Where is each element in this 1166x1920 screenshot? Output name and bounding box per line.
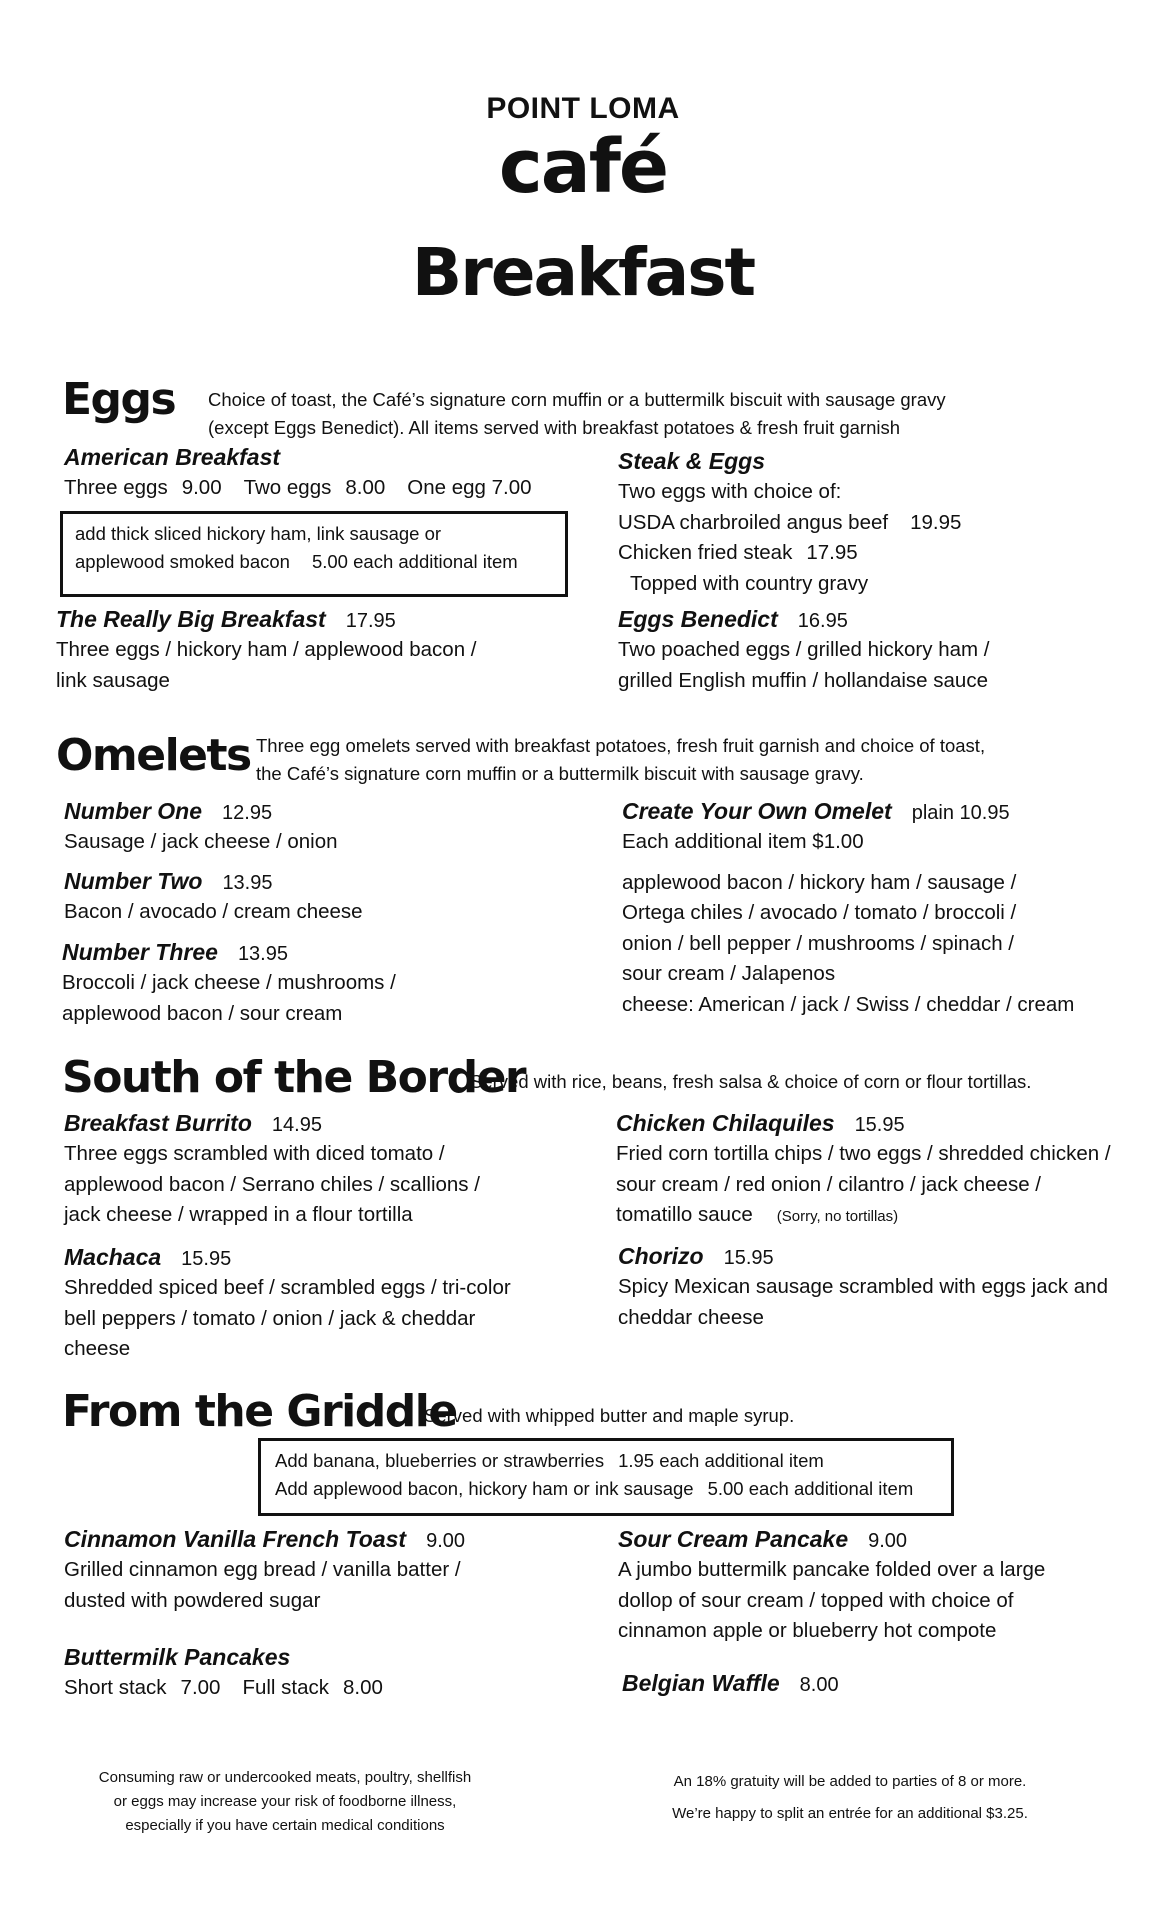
item-price: 15.95 <box>854 1114 905 1136</box>
menu-item-create-your-own-omelet <box>622 798 1074 1020</box>
omelets-description: Three egg omelets served with breakfast potatoes, fresh fruit garnish and choice of toast, the Café’s signature corn muffin or a buttermilk biscuit with sausage gravy. <box>256 735 986 784</box>
item-description: Broccoli / jack cheese / mushrooms / applewood bacon / sour cream <box>62 971 396 1025</box>
item-name: Buttermilk Pancakes <box>64 1644 291 1670</box>
item-description: A jumbo buttermilk pancake folded over a large dollop of sour cream / topped with choice of cinnamon apple or blueberry hot compote <box>618 1558 1046 1642</box>
brand-logo: café <box>498 124 668 210</box>
item-description: Grilled cinnamon egg bread / vanilla batter / dusted with powdered sugar <box>64 1558 461 1612</box>
menu-item-machaca <box>64 1244 511 1365</box>
section-heading-omelets: Omelets <box>56 730 251 781</box>
item-description: Fried corn tortilla chips / two eggs / shredded chicken / sour cream / red onion / cilantro / jack cheese / tomatillo sauce (Sorry, no tortillas) <box>616 1142 1111 1226</box>
item-description: Sausage / jack cheese / onion <box>64 830 338 853</box>
section-heading-from-the-griddle: From the Griddle <box>62 1386 457 1437</box>
item-description: Two poached eggs / grilled hickory ham / grilled English muffin / hollandaise sauce <box>618 638 990 692</box>
section-heading-south-of-the-border: South of the Border <box>62 1052 526 1103</box>
item-price: 13.95 <box>237 943 288 965</box>
addon-box-griddle: Add banana, blueberries or strawberries 1.95 each additional item Add applewood bacon, hickory ham or ink sausage 5.00 each additional item <box>258 1438 954 1516</box>
item-name: Belgian Waffle <box>622 1670 780 1696</box>
item-additional-price: Each additional item $1.00 <box>622 830 864 853</box>
item-name: Create Your Own Omelet <box>622 798 892 824</box>
menu-item-cinnamon-vanilla-french-toast <box>64 1526 465 1616</box>
item-price: 12.95 <box>222 802 273 824</box>
item-name: Machaca <box>64 1244 162 1270</box>
item-price: 15.95 <box>723 1247 774 1269</box>
menu-item-belgian-waffle <box>622 1670 839 1697</box>
item-name: Chorizo <box>618 1243 704 1269</box>
item-description: Spicy Mexican sausage scrambled with eggs jack and cheddar cheese <box>618 1275 1108 1329</box>
menu-item-number-one <box>64 798 338 858</box>
item-price: 16.95 <box>797 610 848 632</box>
item-price: 9.00 <box>868 1530 908 1552</box>
footer-health-warning: Consuming raw or undercooked meats, poultry, shellfish or eggs may increase your risk of foodborne illness, especially if you have certain medical conditions <box>98 1769 472 1834</box>
menu-item-chicken-chilaquiles <box>616 1110 1111 1233</box>
menu-item-breakfast-burrito <box>64 1110 480 1231</box>
item-description: Bacon / avocado / cream cheese <box>64 900 363 923</box>
south-description: Served with rice, beans, fresh salsa & choice of corn or flour tortillas. <box>470 1071 1032 1092</box>
item-description: Three eggs / hickory ham / applewood bacon / link sausage <box>56 638 477 692</box>
addon-box-eggs: add thick sliced hickory ham, link sausage or applewood smoked bacon 5.00 each additional item <box>60 511 568 597</box>
menu-item-sour-cream-pancake <box>618 1526 1045 1647</box>
menu-item-really-big-breakfast <box>56 606 477 696</box>
item-name: Number Three <box>62 939 218 965</box>
menu-item-chorizo <box>618 1243 1108 1333</box>
page-title: Breakfast <box>411 234 755 311</box>
item-price: 14.95 <box>271 1114 322 1136</box>
item-description: Shredded spiced beef / scrambled eggs / tri-color bell peppers / tomato / onion / jack & cheddar cheese <box>64 1276 511 1360</box>
no-tortillas-note: (Sorry, no tortillas) <box>776 1208 899 1225</box>
item-name: Sour Cream Pancake <box>618 1526 849 1552</box>
menu-item-american-breakfast <box>64 444 532 504</box>
item-name: Cinnamon Vanilla French Toast <box>64 1526 407 1552</box>
item-price: plain 10.95 <box>911 802 1010 824</box>
item-price: 9.00 <box>426 1530 466 1552</box>
item-name: The Really Big Breakfast <box>56 606 326 632</box>
item-description: Three eggs 9.00 Two eggs 8.00 One egg 7.00 <box>64 476 532 499</box>
footer-policy: An 18% gratuity will be added to parties of 8 or more. We’re happy to split an entrée for an additional $3.25. <box>672 1773 1028 1822</box>
item-name: Steak & Eggs <box>618 448 765 474</box>
section-heading-eggs: Eggs <box>62 374 176 425</box>
menu-item-steak-eggs <box>618 448 961 599</box>
menu-item-eggs-benedict <box>618 606 989 696</box>
eggs-description: Choice of toast, the Café’s signature corn muffin or a buttermilk biscuit with sausage gravy (except Eggs Benedict). All items served with breakfast potatoes & fresh fruit garnish <box>208 389 946 438</box>
griddle-description: Served with whipped butter and maple syrup. <box>424 1405 795 1426</box>
item-price: 13.95 <box>222 872 273 894</box>
brand-top: POINT LOMA <box>486 92 680 125</box>
item-description: Short stack 7.00 Full stack 8.00 <box>64 1676 383 1699</box>
menu-item-buttermilk-pancakes <box>64 1644 383 1704</box>
item-name: Chicken Chilaquiles <box>616 1110 835 1136</box>
item-name: Eggs Benedict <box>618 606 778 632</box>
menu-item-number-two <box>64 868 363 928</box>
item-description: Two eggs with choice of: USDA charbroiled angus beef 19.95 Chicken fried steak 17.95 Topped with country gravy <box>618 480 962 595</box>
item-name: Number One <box>64 798 203 824</box>
item-description: applewood bacon / hickory ham / sausage / Ortega chiles / avocado / tomato / broccoli / onion / bell pepper / mushrooms / spinach / sour cream / Jalapenos cheese: American / jack / Swiss / cheddar / cream <box>622 870 1075 1016</box>
item-price: 8.00 <box>799 1674 839 1696</box>
item-description: Three eggs scrambled with diced tomato / applewood bacon / Serrano chiles / scallions / jack cheese / wrapped in a flour tortilla <box>64 1142 480 1226</box>
item-name: Breakfast Burrito <box>64 1110 252 1136</box>
item-price: 15.95 <box>181 1248 232 1270</box>
menu-item-number-three <box>62 939 396 1029</box>
item-name: Number Two <box>64 868 203 894</box>
item-price: 17.95 <box>345 610 396 632</box>
item-name: American Breakfast <box>64 444 281 470</box>
